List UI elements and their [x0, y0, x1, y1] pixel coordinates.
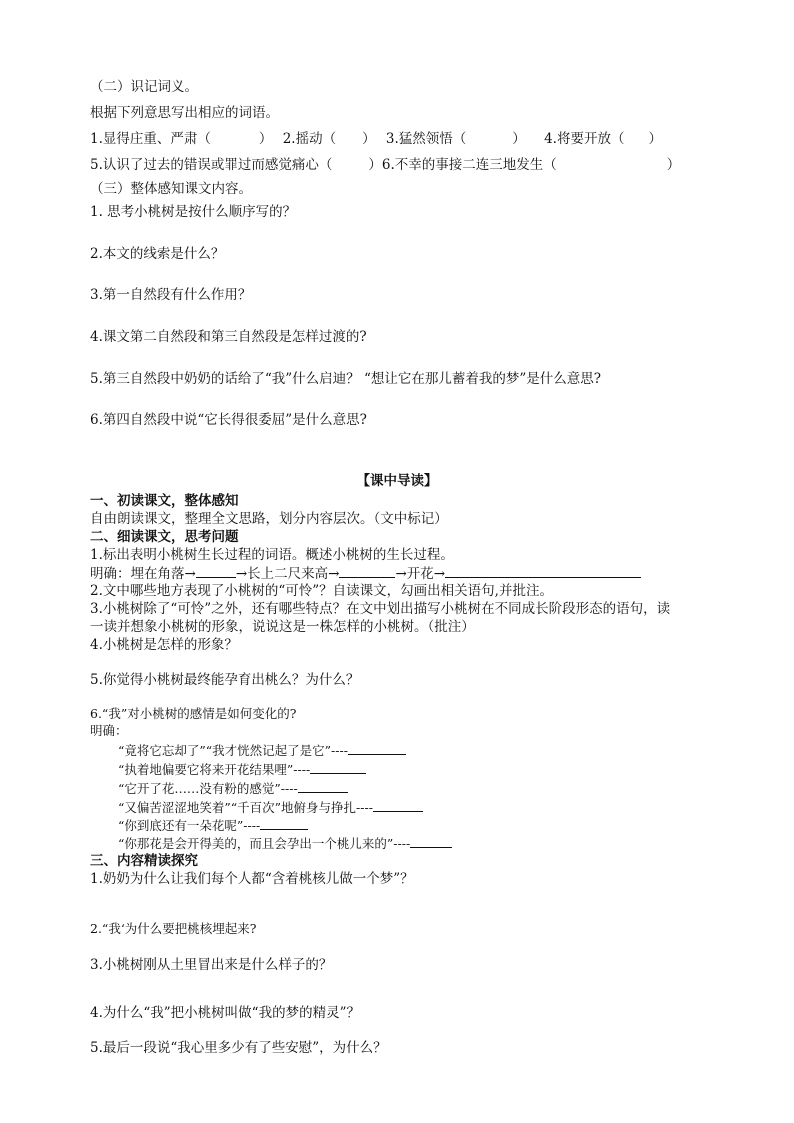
close-question-6: 6.“我”对小桃树的感情是如何变化的? — [90, 706, 297, 721]
heading-first-reading: 一、初读课文，整体感知 — [90, 493, 239, 509]
question-1: 1. 思考小桃树是按什么顺序写的？ — [90, 204, 297, 220]
vocab-item-1: 1.显得庄重、严肃（ — [90, 131, 211, 147]
answer-blank[interactable] — [298, 779, 348, 793]
vocab-item-3: 3.猛然领悟（ — [385, 131, 467, 147]
answer-blank[interactable] — [310, 760, 366, 774]
quote-line: “又偏苦涩涩地笑着”“千百次”地俯身与挣扎---- — [118, 798, 423, 817]
section-title: 【课中导读】 — [356, 473, 438, 489]
question-3: 3.第一自然段有什么作用？ — [90, 287, 252, 303]
quote-line: “执着地偏要它将来开花结果哩”---- — [118, 760, 366, 779]
question-5: 5.第三自然段中奶奶的话给了“我”什么启迪？ “想让它在那儿蓄着我的梦”是什么意思? — [90, 371, 602, 387]
vocab-row-2: 5.认识了过去的错误或罪过而感觉痛心（ ）6.不幸的事接二连三地发生（ ） — [90, 157, 681, 173]
heading-overall-perception: （三）整体感知课文内容。 — [90, 181, 252, 197]
instruction-text: 根据下列意思写出相应的词语。 — [90, 105, 279, 121]
growth-answer-line: 明确：埋在角落→ →长上二尺来高→ →开花→ — [90, 564, 641, 583]
vocab-item-4: 4.将要开放（ — [544, 131, 625, 147]
question-4: 4.课文第二自然段和第三自然段是怎样过渡的? — [90, 329, 367, 345]
vocab-item-2: 2.摇动（ — [282, 131, 337, 147]
quote-line: “你那花是会开得美的，而且会孕出一个桃儿来的”---- — [118, 834, 452, 853]
deep-question-4: 4.为什么“我”把小桃树叫做“我的梦的精灵”？ — [90, 1005, 360, 1021]
answer-blank[interactable] — [196, 564, 236, 578]
first-reading-text: 自由朗读课文，整理全文思路，划分内容层次。（文中标记） — [90, 511, 448, 527]
answer-blank[interactable] — [373, 798, 423, 812]
vocab-item-6: ）6.不幸的事接二连三地发生（ — [368, 157, 557, 173]
deep-question-5: 5.最后一段说“我心里多少有了些安慰”，为什么？ — [90, 1040, 387, 1056]
deep-question-3: 3.小桃树刚从土里冒出来是什么样子的？ — [90, 957, 333, 973]
close-question-1: 1.标出表明小桃树生长过程的词语。概述小桃树的生长过程。 — [90, 547, 454, 563]
answer-blank[interactable] — [339, 564, 395, 578]
answer-blank[interactable] — [260, 816, 308, 830]
heading-recognize-words: （二）识记词义。 — [90, 79, 198, 95]
answer-blank[interactable] — [445, 564, 641, 578]
close-question-3-line-2: 一读并想象小桃树的形象，说说这是一株怎样的小桃树。（批注） — [90, 619, 475, 635]
question-2: 2.本文的线索是什么？ — [90, 246, 225, 262]
deep-question-1: 1.奶奶为什么让我们每个人都“含着桃核儿做一个梦”？ — [90, 871, 414, 887]
close-question-3-line-1: 3.小桃树除了“可怜”之外，还有哪些特点？在文中划出描写小桃树在不同成长阶段形态的语句，读 — [90, 601, 671, 617]
heading-close-reading: 二、细读课文，思考问题 — [90, 529, 239, 545]
vocab-row-1: 1.显得庄重、严肃（ ） 2.摇动（ ） 3.猛然领悟（ ） 4.将要开放（ ） — [90, 131, 662, 147]
vocab-item-5: 5.认识了过去的错误或罪过而感觉痛心（ — [90, 157, 333, 173]
quote-line: “竟将它忘却了”“我才恍然记起了是它”---- — [118, 741, 406, 760]
close-question-5: 5.你觉得小桃树最终能孕育出桃么？为什么？ — [90, 672, 360, 688]
answer-blank[interactable] — [348, 741, 406, 755]
close-question-4: 4.小桃树是怎样的形象？ — [90, 637, 238, 653]
question-6: 6.第四自然段中说“它长得很委屈”是什么意思? — [90, 412, 367, 428]
answer-blank[interactable] — [410, 834, 452, 848]
answer-label: 明确： — [90, 723, 128, 738]
close-question-2: 2.文中哪些地方表现了小桃树的“可怜”？自读课文，勾画出相关语句,并批注。 — [90, 583, 553, 599]
quote-line: “你到底还有一朵花呢”---- — [118, 816, 308, 835]
quote-line: “它开了花……没有粉的感觉”---- — [118, 779, 348, 798]
heading-deep-reading: 三、内容精读探究 — [90, 853, 198, 869]
deep-question-2: 2.“我‘为什么要把桃核埋起来? — [90, 921, 257, 936]
